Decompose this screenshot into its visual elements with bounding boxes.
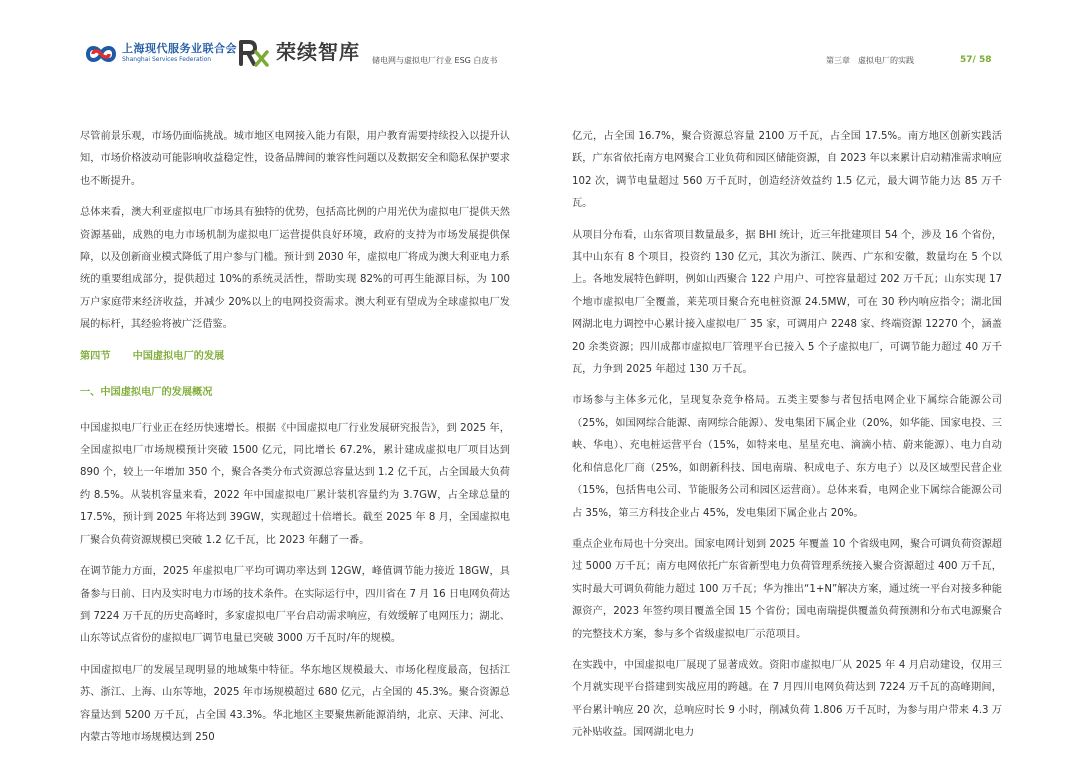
paragraph: 从项目分布看，山东省项目数量最多，据 BHI 统计，近三年批建项目 54 个，涉及 16 个省份，其中山东有 8 个项目，投资约 130 亿元，其次为浙江、陕西、广东和安徽，数量均在 5 个以上。各地发展特色鲜明，例如山西聚合 122 户用户、可控容量超过 202 万千瓦；山东实现 17 个地市虚拟电厂全覆盖，莱芜项目聚合充电桩资源 24.5MW，可在 30 秒内响应指令；湖北国网湖北电力调控中心累计接入虚拟电厂 35 家，可调用户 2248 家、终端资源 12270 个，涵盖 20 余类资源；四川成都市虚拟电厂管理平台已接入 5 个子虚拟电厂，可调节能力超过 40 万千瓦，力争到 2025 年超过 130 万千瓦。	[572, 229, 1002, 376]
paragraph: 重点企业布局也十分突出。国家电网计划到 2025 年覆盖 10 个省级电网，聚合可调负荷资源超过 5000 万千瓦；南方电网依托广东省新型电力负荷管理系统接入聚合资源超过 400 万千瓦，实时最大可调负荷能力超过 100 万千瓦；华为推出“1+N”解决方案，通过统一平台对接多种能源资产，2023 年签约项目覆盖全国 15 个省份；国电南瑞提供覆盖负荷预测和分布式电源聚合的完整技术方案，参与多个省级虚拟电厂示范项目。	[572, 538, 1002, 640]
paragraph: 亿元，占全国 16.7%，聚合资源总容量 2100 万千瓦，占全国 17.5%。南方地区创新实践活跃，广东省依托南方电网聚合工业负荷和园区储能资源，自 2023 年以来累计启动精准需求响应 102 次，调节电量超过 560 万千瓦时，创造经济效益约 1.5 亿元，最大调节能力达 85 万千瓦。	[572, 131, 1002, 210]
brand-name: 荣续智库	[276, 40, 360, 64]
left-column	[80, 126, 510, 758]
section-name: 中国虚拟电厂的发展	[132, 350, 225, 362]
page-number: 57/ 58	[960, 55, 992, 65]
page-header	[0, 0, 1080, 110]
federation-name	[122, 42, 237, 64]
federation-name-cn: 上海现代服务业联合会	[122, 42, 237, 55]
paragraph: 在调节能力方面，2025 年虚拟电厂平均可调功率达到 12GW，峰值调节能力接近 18GW，具备参与日前、日内及实时电力市场的技术条件。在实际运行中，四川省在 7 月 16 日电网负荷达到 7224 万千瓦的历史高峰时，多家虚拟电厂平台启动需求响应，有效缓解了电网压力；湖北、山东等试点省份的虚拟电厂调节电量已突破 3000 万千瓦时/年的规模。	[80, 566, 510, 645]
section-number: 第四节	[80, 350, 111, 362]
paragraph: 中国虚拟电厂行业正在经历快速增长。根据《中国虚拟电厂行业发展研究报告》，到 2025 年，全国虚拟电厂市场规模预计突破 1500 亿元，同比增长 67.2%，累计建成虚拟电厂项目达到 890 个，较上一年增加 350 个，聚合各类分布式资源总容量达到 1.2 亿千瓦，占全国最大负荷约 8.5%。从装机容量来看，2022 年中国虚拟电厂累计装机容量约为 3.7GW，占全球总量的 17.5%，预计到 2025 年将达到 39GW，实现超过十倍增长。截至 2025 年 8 月，全国虚拟电厂聚合负荷资源规模已突破 1.2 亿千瓦，比 2023 年翻了一番。	[80, 422, 510, 546]
paragraph: 总体来看，澳大利亚虚拟电厂市场具有独特的优势，包括高比例的户用光伏为虚拟电厂提供天然资源基础，成熟的电力市场机制为虚拟电厂运营提供良好环境，政府的支持为市场发展提供保障，以及创新商业模式降低了用户参与门槛。预计到 2030 年，虚拟电厂将成为澳大利亚电力系统的重要组成部分，提供超过 10%的系统灵活性，帮助实现 82%的可再生能源目标，为 100 万户家庭带来经济收益，并减少 20%以上的电网投资需求。澳大利亚有望成为全球虚拟电厂发展的标杆，其经验将被广泛借鉴。	[80, 207, 510, 331]
paragraph: 市场参与主体多元化，呈现复杂竞争格局。五类主要参与者包括电网企业下属综合能源公司（25%，如国网综合能源、南网综合能源）、发电集团下属企业（20%，如华能、国家电投、三峡、华电）、充电桩运营平台（15%，如特来电、星星充电、滴滴小桔、蔚来能源）、电力自动化和信息化厂商（25%，如朗新科技、国电南瑞、积成电子、东方电子）以及区域型民营企业（15%，包括售电公司、节能服务公司和园区运营商）。总体来看，电网企业下属综合能源公司占 35%，第三方科技企业占 45%，发电集团下属企业占 20%。	[572, 395, 1002, 519]
rx-logo-icon	[238, 38, 270, 68]
chapter-title: 第三章 虚拟电厂的实践	[826, 56, 914, 65]
paragraph: 中国虚拟电厂的发展呈现明显的地域集中特征。华东地区规模最大、市场化程度最高，包括江苏、浙江、上海、山东等地，2025 年市场规模超过 680 亿元，占全国的 45.3%。聚合资源总容量达到 5200 万千瓦，占全国 43.3%。华北地区主要聚焦新能源消纳，北京、天津、河北、内蒙古等地市场规模达到 250	[80, 664, 510, 743]
shanghai-services-federation-logo-icon	[84, 40, 118, 68]
document-title: 储电网与虚拟电厂行业 ESG 白皮书	[372, 56, 498, 65]
federation-name-en: Shanghai Services Federation	[122, 56, 212, 63]
paragraph: 在实践中，中国虚拟电厂展现了显著成效。资阳市虚拟电厂从 2025 年 4 月启动建设，仅用三个月就实现平台搭建到实战应用的跨越。在 7 月四川电网负荷达到 7224 万千瓦的高峰期间，平台累计响应 20 次，总响应时长 9 小时，削减负荷 1.806 万千瓦时，为参与用户带来 4.3 万元补贴收益。国网湖北电力	[572, 659, 1002, 739]
right-column	[572, 126, 1002, 754]
section-heading	[80, 346, 510, 368]
subsection-heading: 一、中国虚拟电厂的发展概况	[80, 386, 213, 398]
paragraph: 尽管前景乐观，市场仍面临挑战。城市地区电网接入能力有限，用户教育需要持续投入以提升认知，市场价格波动可能影响收益稳定性，设备品牌间的兼容性问题以及数据安全和隐私保护要求也不断提升。	[80, 131, 510, 187]
